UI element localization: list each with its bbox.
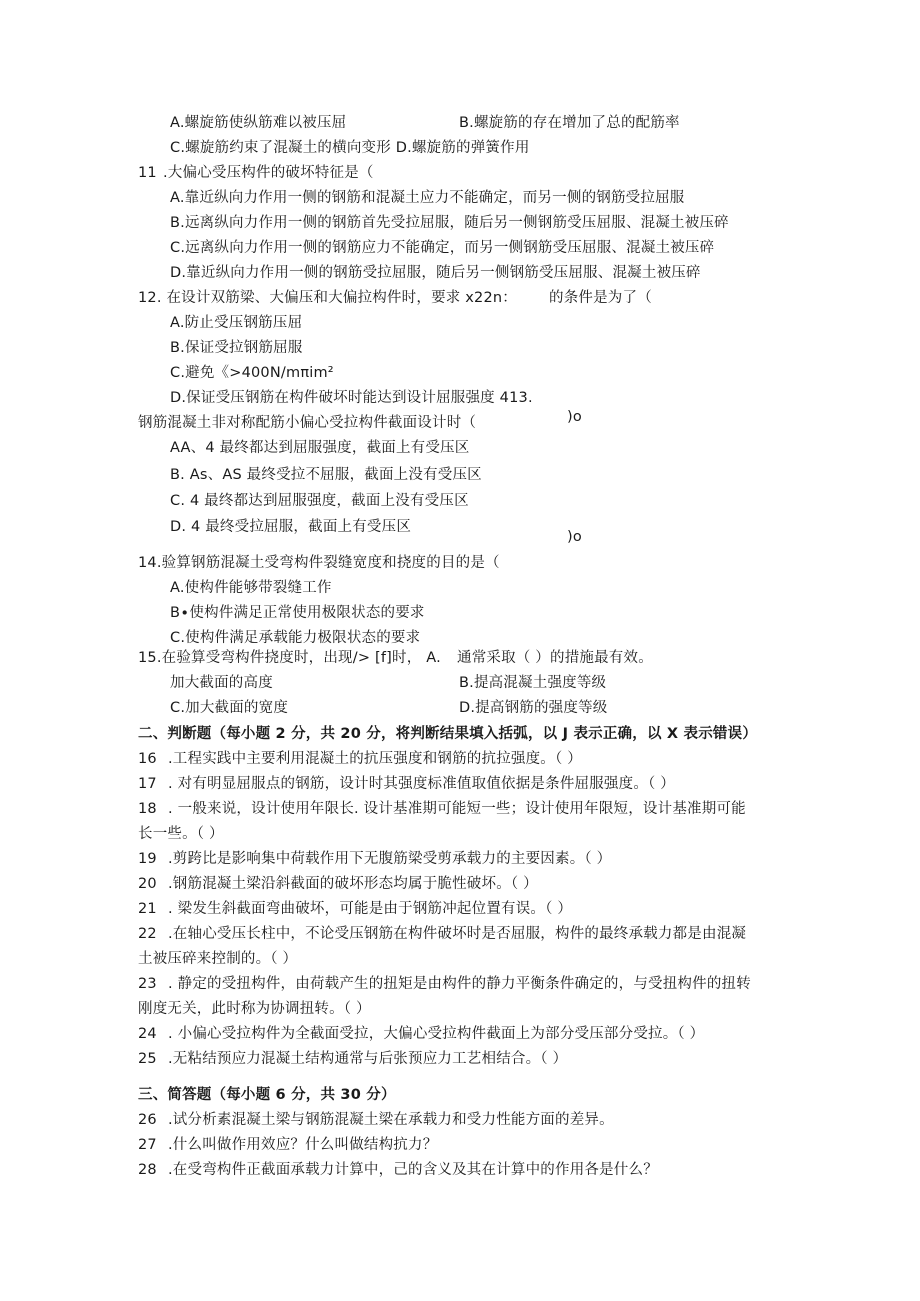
q11-number: 11 [138, 165, 157, 181]
q14-option-b: B∙使构件满足正常使用极限状态的要求 [170, 605, 425, 621]
q11-option-a: A.靠近纵向力作用一侧的钢筋和混凝土应力不能确定，而另一侧的钢筋受拉屈服 [170, 190, 685, 206]
q15-option-d: D.提高钢筋的强度等级 [459, 700, 608, 716]
q14-option-c: C.使构件满足承载能力极限状态的要求 [170, 630, 421, 646]
s2-item-24-number: 24 [138, 1026, 157, 1042]
q12-option-a: A.防止受压钢筋压屈 [170, 315, 303, 331]
s2-item-18-continuation: 长一些。（ ） [138, 826, 224, 842]
q11-option-c: C.远离纵向力作用一侧的钢筋应力不能确定，而另一侧钢筋受压屈服、混凝土被压碎 [170, 240, 715, 256]
q11-option-b: B.远离纵向力作用一侧的钢筋首先受拉屈服，随后另一侧钢筋受压屈服、混凝土被压碎 [170, 215, 729, 231]
q14-stem: 14.验算钢筋混凝土受弯构件裂缝宽度和挠度的目的是（ [138, 555, 500, 571]
q11-stem: .大偏心受压构件的破坏特征是（ [163, 165, 374, 181]
s2-item-25-text: .无粘结预应力混凝土结构通常与后张预应力工艺相结合。（ ） [168, 1051, 568, 1067]
q10-option-cd: C.螺旋筋约束了混凝土的横向变形 D.螺旋筋的弹簧作用 [170, 140, 530, 156]
section-2-title: 二、判断题（每小题 2 分，共 20 分，将判断结果填入括弧，以 J 表示正确，以 X 表示错误） [138, 726, 758, 742]
q13-stem: 钢筋混凝土非对称配筋小偏心受拉构件截面设计时（ [138, 415, 477, 431]
s3-item-26-text: .试分析素混凝土梁与钢筋混凝土梁在承载力和受力性能方面的差异。 [168, 1112, 614, 1128]
s2-item-25-number: 25 [138, 1051, 157, 1067]
s2-item-19-number: 19 [138, 851, 157, 867]
s3-item-27-number: 27 [138, 1137, 157, 1153]
q15-stem-tail: 通常采取（ ）的措施最有效。 [457, 650, 653, 666]
s3-item-28-text: .在受弯构件正截面承载力计算中，己的含义及其在计算中的作用各是什么？ [168, 1162, 658, 1178]
section-3-title: 三、简答题（每小题 6 分，共 30 分） [138, 1087, 396, 1103]
s2-item-22-text: .在轴心受压长柱中，不论受压钢筋在构件破坏时是否屈服，构件的最终承载力都是由混凝 [168, 926, 747, 942]
q13-close-paren-1: )o [567, 409, 582, 425]
q12-option-c: C.避免《>400N∕mπim² [170, 365, 334, 381]
s2-item-23-number: 23 [138, 976, 157, 992]
s2-item-20-text: .钢筋混凝土梁沿斜截面的破坏形态均属于脆性破坏。（ ） [168, 876, 538, 892]
s2-item-17-number: 17 [138, 776, 157, 792]
s2-item-23-continuation: 刚度无关，此时称为协调扭转。（ ） [138, 1001, 371, 1017]
s2-item-16-number: 16 [138, 751, 157, 767]
s2-item-21-text: . 梁发生斜截面弯曲破坏，可能是由于钢筋冲起位置有误。（ ） [168, 901, 573, 917]
q12-option-b: B.保证受拉钢筋屈服 [170, 340, 303, 356]
q13-option-d: D. 4 最终受拉屈服，截面上有受压区 [170, 519, 412, 535]
q11-option-d: D.靠近纵向力作用一侧的钢筋受拉屈服，随后另一侧钢筋受压屈服、混凝土被压碎 [170, 265, 701, 281]
s2-item-20-number: 20 [138, 876, 157, 892]
q15-option-a: 加大截面的高度 [170, 675, 273, 691]
q15-stem: 15.在验算受弯构件挠度时，出现/> [f]时， A. [138, 650, 441, 666]
q14-option-a: A.使构件能够带裂缝工作 [170, 580, 332, 596]
s2-item-21-number: 21 [138, 901, 157, 917]
q13-option-b: B. As、AS 最终受拉不屈服，截面上没有受压区 [170, 467, 482, 483]
q10-option-a: A.螺旋筋使纵筋难以被压屈 [170, 115, 347, 131]
s2-item-23-text: . 静定的受扭构件，由荷载产生的扭矩是由构件的静力平衡条件确定的，与受扭构件的扭转 [168, 976, 751, 992]
s2-item-24-text: . 小偏心受拉构件为全截面受拉，大偏心受拉构件截面上为部分受压部分受拉。（ ） [168, 1026, 705, 1042]
q15-option-c: C.加大截面的宽度 [170, 700, 289, 716]
s3-item-28-number: 28 [138, 1162, 157, 1178]
q13-close-paren-2: )o [567, 529, 582, 545]
q13-option-a: AA、4 最终都达到屈服强度，截面上有受压区 [170, 440, 470, 456]
s2-item-22-number: 22 [138, 926, 157, 942]
q12-stem: 12. 在设计双筋梁、大偏压和大偏拉构件时，要求 x22n： [138, 290, 517, 306]
q15-option-b: B.提高混凝土强度等级 [459, 675, 607, 691]
q12-option-d: D.保证受压钢筋在构件破坏时能达到设计屈服强度 413. [170, 390, 533, 406]
q12-stem-tail: 的条件是为了（ [549, 290, 652, 306]
q13-option-c: C. 4 最终都达到屈服强度，截面上没有受压区 [170, 493, 469, 509]
q10-option-b: B.螺旋筋的存在增加了总的配筋率 [459, 115, 680, 131]
s2-item-18-text: . 一般来说，设计使用年限长. 设计基准期可能短一些；设计使用年限短，设计基准期可能 [168, 801, 746, 817]
s2-item-19-text: .剪跨比是影响集中荷载作用下无腹筋梁受剪承载力的主要因素。（ ） [168, 851, 612, 867]
s2-item-16-text: .工程实践中主要利用混凝土的抗压强度和钢筋的抗拉强度。（ ） [168, 751, 582, 767]
s2-item-18-number: 18 [138, 801, 157, 817]
s3-item-26-number: 26 [138, 1112, 157, 1128]
s2-item-17-text: . 对有明显屈服点的钢筋，设计时其强度标准值取值依据是条件屈服强度。（ ） [168, 776, 675, 792]
s3-item-27-text: .什么叫做作用效应？什么叫做结构抗力？ [168, 1137, 438, 1153]
s2-item-22-continuation: 土被压碎来控制的。（ ） [138, 951, 298, 967]
